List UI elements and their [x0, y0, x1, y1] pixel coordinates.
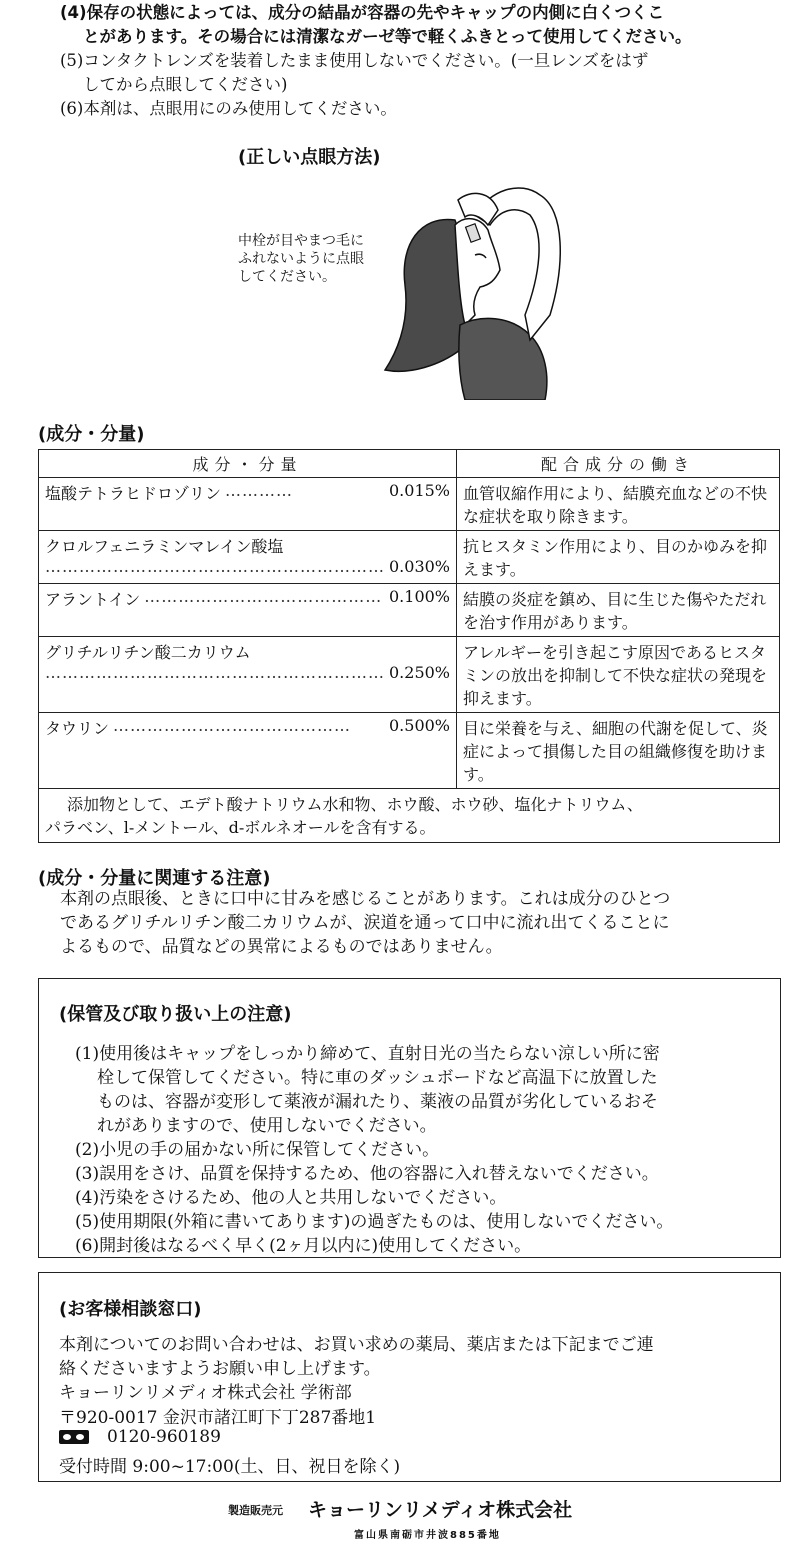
note-5-line1: (5)コンタクトレンズを装着したまま使用しないでください。(一旦レンズをはず: [60, 51, 649, 70]
function-line: な症状を取り除きます。: [463, 507, 638, 526]
table-header-row: [39, 450, 780, 478]
function-line: 症によって損傷した目の組織修復を助けま: [463, 742, 768, 761]
function-cell: [457, 584, 780, 637]
ingredient-name: クロルフェニラミンマレイン酸塩: [45, 537, 284, 556]
usage-title: (正しい点眼方法): [238, 147, 381, 168]
function-line: ミンの放出を抑制して不快な症状の発現を: [463, 666, 768, 685]
ingredient-amount: 0.015%: [389, 481, 451, 500]
function-cell: [457, 531, 780, 584]
ingredients-title: (成分・分量): [38, 424, 145, 445]
col-header-function: 配合成分の働き: [457, 450, 780, 478]
table-row: [39, 478, 780, 531]
function-line: 抑えます。: [463, 689, 542, 708]
related-notes-title: (成分・分量に関連する注意): [38, 868, 271, 889]
storage-item4: (4)汚染をさけるため、他の人と共用しないでください。: [75, 1188, 507, 1208]
function-line: アレルギーを引き起こす原因であるヒスタ: [463, 643, 766, 662]
ingredient-name: 塩酸テトラヒドロゾリン: [45, 484, 222, 503]
contact-address: 〒920-0017 金沢市諸江町下丁287番地1: [59, 1408, 377, 1428]
additives-line1: 添加物として、エデト酸ナトリウム水和物、ホウ酸、ホウ砂、塩化ナトリウム、: [67, 795, 643, 814]
contact-line1: 本剤についてのお問い合わせは、お買い求めの薬局、薬店または下記までご連: [59, 1335, 654, 1355]
contact-box: [38, 1272, 781, 1482]
usage-caption-line3: してください。: [238, 269, 336, 285]
related-note-line1: 本剤の点眼後、ときに口中に甘みを感じることがあります。これは成分のひとつ: [60, 889, 671, 909]
col-header-ingredient: 成分・分量: [39, 450, 457, 478]
function-line: を治す作用があります。: [463, 613, 638, 632]
storage-item3: (3)誤用をさけ、品質を保持するため、他の容器に入れ替えないでください。: [75, 1164, 659, 1184]
function-cell: [457, 637, 780, 713]
storage-item1-line4: れがありますので、使用しないでください。: [97, 1116, 437, 1136]
note-6: (6)本剤は、点眼用にのみ使用してください。: [60, 99, 397, 118]
additives-cell: [39, 789, 780, 843]
function-line: 抗ヒスタミン作用により、目のかゆみを抑: [463, 537, 768, 556]
ingredient-cell: タウリン …………………………………… 0.500%: [39, 713, 457, 789]
table-row: [39, 584, 780, 637]
footer-label: 製造販売元: [228, 1504, 283, 1517]
function-cell: [457, 713, 780, 789]
additives-line2: パラベン、l-メントール、d-ボルネオールを含有する。: [45, 818, 436, 837]
footer-address: 富山県南砺市井波885番地: [354, 1530, 501, 1541]
related-note-line3: よるもので、品質などの異常によるものではありません。: [60, 937, 503, 957]
ingredient-amount: 0.500%: [389, 716, 451, 735]
eye-drop-illustration: [380, 175, 570, 400]
ingredient-amount: 0.250%: [389, 663, 451, 682]
ingredient-amount: 0.030%: [389, 557, 451, 576]
function-line: 目に栄養を与え、細胞の代謝を促して、炎: [463, 719, 768, 738]
ingredient-cell: アラントイン …………………………………… 0.100%: [39, 584, 457, 637]
function-cell: [457, 478, 780, 531]
function-line: 結膜の炎症を鎮め、目に生じた傷やただれ: [463, 590, 767, 609]
note-5-line2: してから点眼してください): [83, 75, 288, 94]
storage-title: (保管及び取り扱い上の注意): [59, 1004, 292, 1025]
usage-caption: [238, 232, 364, 286]
related-note-line2: であるグリチルリチン酸二カリウムが、涙道を通って口中に流れ出てくることに: [60, 913, 670, 933]
ingredient-cell: 塩酸テトラヒドロゾリン ………… 0.015%: [39, 478, 457, 531]
storage-item1-line3: ものは、容器が変形して薬液が漏れたり、薬液の品質が劣化しているおそ: [97, 1092, 658, 1112]
contact-company: キョーリンリメディオ株式会社 学術部: [59, 1383, 352, 1403]
contact-line2: 絡くださいますようお願い申し上げます。: [59, 1359, 381, 1379]
storage-item1-line1: (1)使用後はキャップをしっかり締めて、直射日光の当たらない涼しい所に密: [75, 1044, 660, 1064]
ingredient-cell: グリチルリチン酸二カリウム …………………………………………………… 0.250%: [39, 637, 457, 713]
contact-phone: 0120-960189: [107, 1427, 221, 1447]
function-line: す。: [463, 765, 494, 784]
usage-caption-line2: ふれないように点眼: [238, 251, 364, 267]
ingredient-cell: クロルフェニラミンマレイン酸塩 …………………………………………………… 0.030%: [39, 531, 457, 584]
ingredient-name: タウリン: [45, 719, 110, 738]
table-row: [39, 713, 780, 789]
ingredient-name: グリチルリチン酸二カリウム: [45, 643, 251, 662]
note-4-line1: (4)保存の状態によっては、成分の結晶が容器の先やキャップの内側に白くつくこ: [60, 3, 665, 22]
additives-row: [39, 789, 780, 843]
storage-item5: (5)使用期限(外箱に書いてあります)の過ぎたものは、使用しないでください。: [75, 1212, 674, 1232]
note-4-line2: とがあります。その場合には清潔なガーゼ等で軽くふきとって使用してください。: [83, 27, 692, 46]
function-line: えます。: [463, 560, 526, 579]
storage-item6: (6)開封後はなるべく早く(2ヶ月以内に)使用してください。: [75, 1236, 532, 1256]
ingredient-name: アラントイン: [45, 590, 141, 609]
storage-item1-line2: 栓して保管してください。特に車のダッシュボードなど高温下に放置した: [97, 1068, 658, 1088]
ingredient-amount: 0.100%: [389, 587, 451, 606]
footer-company: キョーリンリメディオ株式会社: [308, 1499, 573, 1521]
ingredients-table: [38, 449, 780, 843]
storage-item2: (2)小児の手の届かない所に保管してください。: [75, 1140, 440, 1160]
function-line: 血管収縮作用により、結膜充血などの不快: [463, 484, 768, 503]
table-row: [39, 637, 780, 713]
table-row: [39, 531, 780, 584]
contact-hours: 受付時間 9:00~17:00(土、日、祝日を除く): [59, 1457, 401, 1477]
usage-caption-line1: 中栓が目やまつ毛に: [238, 233, 364, 249]
toll-free-icon: [59, 1430, 89, 1444]
contact-title: (お客様相談窓口): [59, 1299, 202, 1320]
storage-box: [38, 978, 781, 1258]
